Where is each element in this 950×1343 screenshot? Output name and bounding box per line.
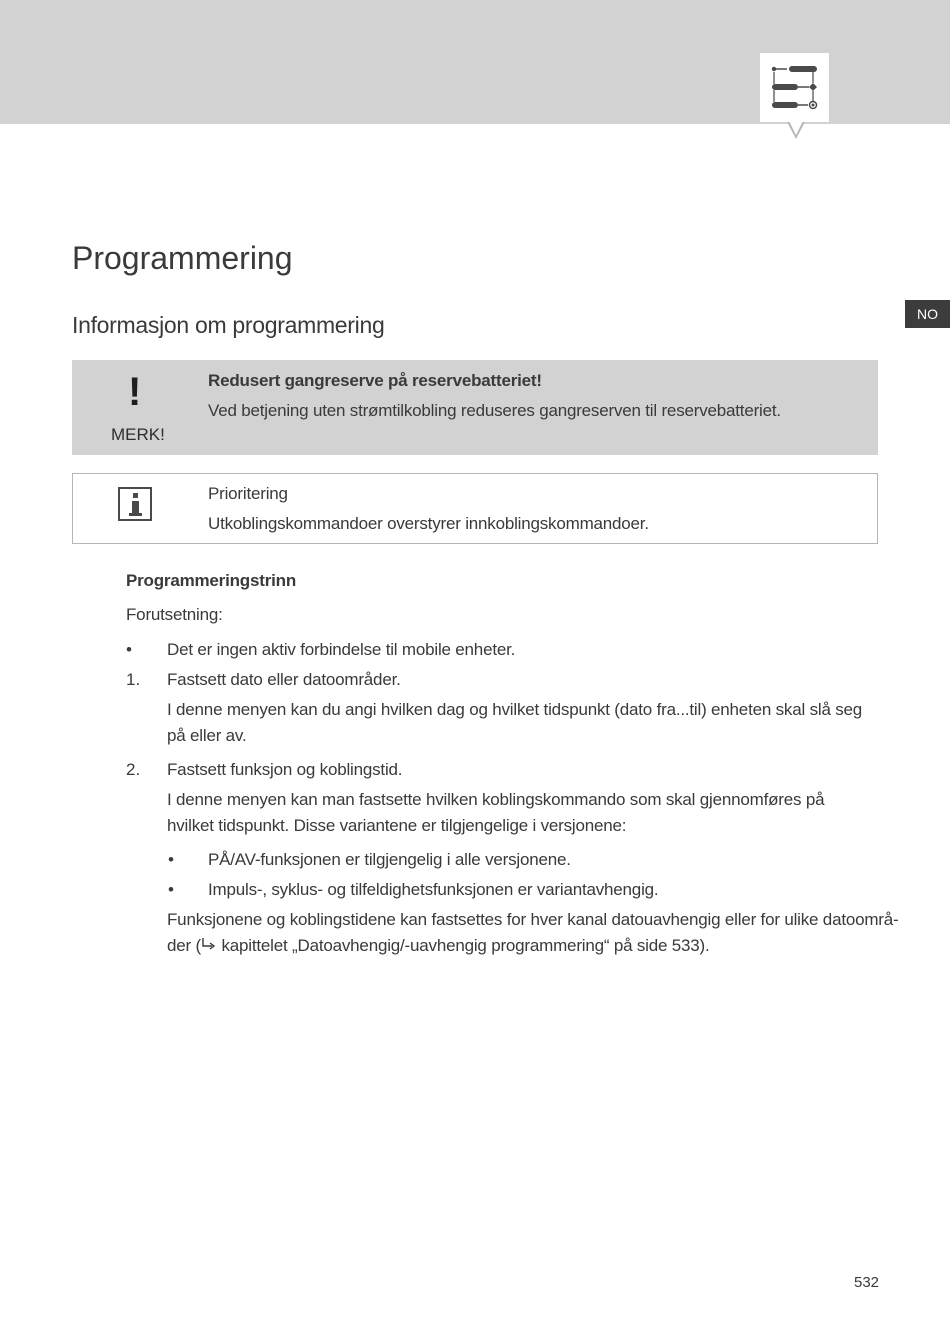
section-subtitle: Informasjon om programmering bbox=[72, 312, 385, 338]
step-title: Fastsett dato eller datoområder. bbox=[167, 670, 401, 689]
step-title: Fastsett funksjon og koblingstid. bbox=[167, 760, 403, 779]
list-item: PÅ/AV-funksjonen er tilgjengelig i alle versjonene. bbox=[208, 850, 571, 869]
precondition-label: Forutsetning: bbox=[126, 605, 223, 624]
tab-pointer bbox=[787, 122, 805, 139]
step-footer-line2 bbox=[167, 936, 710, 956]
step-text: I denne menyen kan du angi hvilken dag og hvilket tidspunkt (dato fra...til) enheten skal slå seg på eller av. bbox=[167, 700, 863, 745]
chapter-link[interactable]: kapittelet „Datoavhengig/-uavhengig programmering“ på side 533). bbox=[216, 936, 710, 955]
notice-text: Ved betjening uten strømtilkobling reduseres gangreserven til reservebatteriet. bbox=[208, 401, 781, 420]
info-icon bbox=[118, 487, 152, 521]
exclamation-icon: ! bbox=[128, 370, 142, 414]
precondition-text: Det er ingen aktiv forbindelse til mobile enheter. bbox=[167, 640, 516, 659]
footer-prefix: der ( bbox=[167, 936, 201, 955]
info-text: Utkoblingskommandoer overstyrer innkoblingskommandoer. bbox=[208, 514, 649, 533]
step-footer-line1: Funksjonene og koblingstidene kan fastsettes for hver kanal datouavhengig eller for ulike datoområ- bbox=[167, 910, 899, 929]
bullet-icon: • bbox=[168, 850, 174, 869]
steps-heading: Programmeringstrinn bbox=[126, 571, 297, 590]
language-badge[interactable]: NO bbox=[905, 300, 950, 328]
link-arrow-icon[interactable] bbox=[201, 937, 217, 953]
info-heading: Prioritering bbox=[208, 484, 288, 503]
notice-heading: Redusert gangreserve på reservebatteriet! bbox=[208, 371, 542, 390]
bullet-icon: • bbox=[126, 640, 132, 659]
step-number: 2. bbox=[126, 760, 141, 779]
step-number: 1. bbox=[126, 670, 141, 689]
program-flow-icon bbox=[760, 53, 829, 122]
page-title: Programmering bbox=[72, 240, 293, 276]
list-item: Impuls-, syklus- og tilfeldighetsfunksjonen er variantavhengig. bbox=[208, 880, 659, 899]
page-number: 532 bbox=[854, 1274, 880, 1291]
bullet-icon: • bbox=[168, 880, 174, 899]
notice-label: MERK! bbox=[111, 425, 165, 444]
step-text: I denne menyen kan man fastsette hvilken koblingskommando som skal gjennomføres på hvilket tidspunkt. Disse variantene er tilgjengelige i versjonene: bbox=[167, 790, 825, 835]
program-flow-tab bbox=[760, 53, 829, 122]
